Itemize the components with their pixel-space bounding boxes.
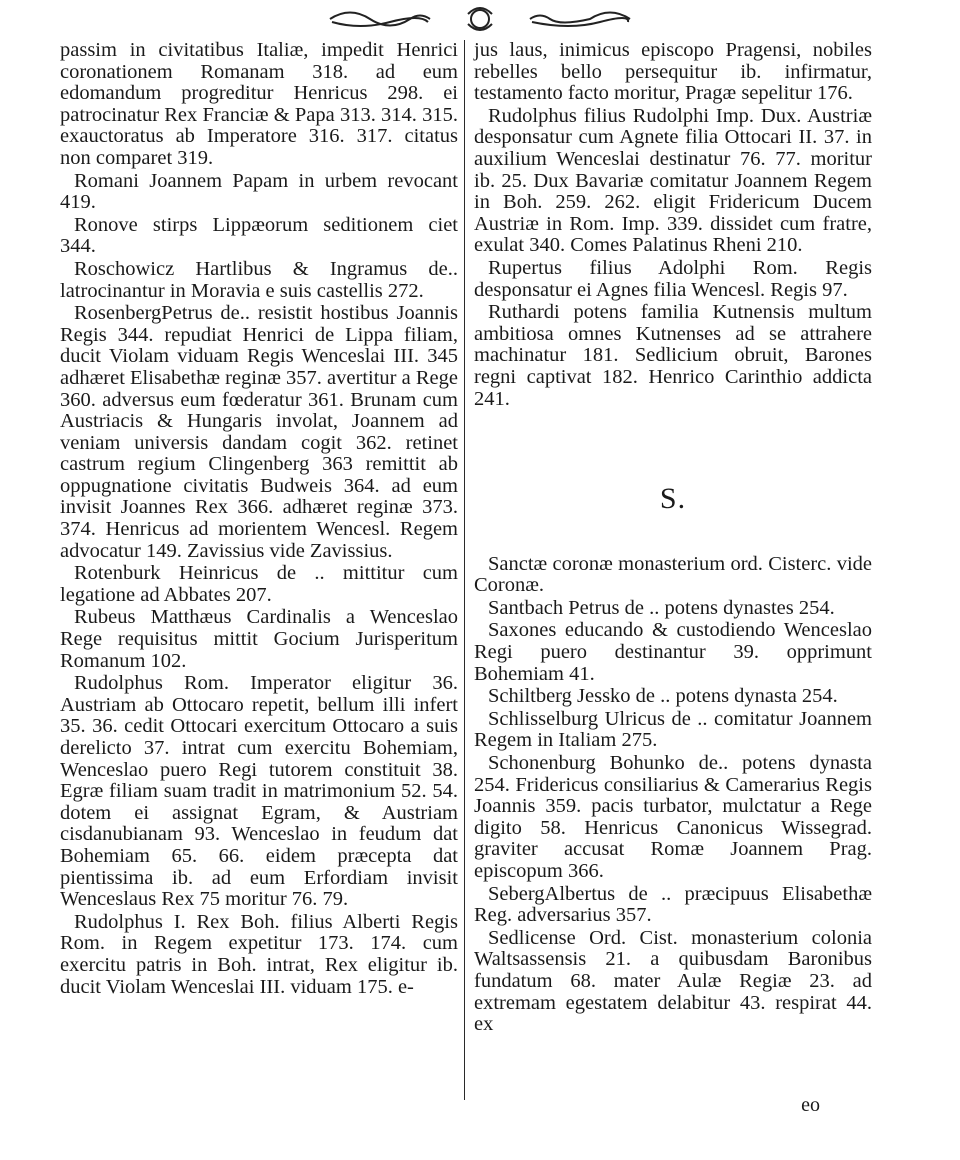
index-entry: Santbach Petrus de .. potens dynastes 254. [488,596,835,619]
index-entry: Sanctæ coronæ monasterium ord. Cisterc. vide Coronæ. [474,552,872,597]
index-entry: Romani Joannem Papam in urbem revocant 419. [60,169,458,214]
index-entry: Rotenburk Heinricus de .. mittitur cum legatione ad Abbates 207. [60,562,458,606]
right-column [474,40,872,1037]
index-entry: Rudolphus I. Rex Boh. filius Alberti Regis Rom. in Regem expetitur 173. 174. cum exercitu patris in Boh. intrat, Rex eligitur ib. ducit Violam Wenceslai III. viduam 175. e- [60,910,458,998]
index-entry: Rupertus filius Adolphi Rom. Regis desponsatur ei Agnes filia Wencesl. Regis 97. [474,256,872,301]
section-letter: S. [659,482,687,516]
index-entry: Schiltberg Jessko de .. potens dynasta 254. [488,685,838,708]
index-entry: Ronove stirps Lippæorum seditionem ciet 344. [60,213,458,258]
catchword: eo [801,1094,820,1116]
index-entry: Saxones educando & custodiendo Wenceslao Regi puero destinantur 39. opprimunt Bohemiam 41. [474,619,872,685]
index-entry: Rudolphus Rom. Imperator eligitur 36. Austriam ab Ottocaro repetit, bellum illi infert 35. 36. cedit Ottocari exercitum Ottocaro a suis derelicto 37. intrat cum exercitu Bohemiam, Wenceslao puero Regi tutorem constituit 38. Egræ filiam suam tradit in matrimonium 52. 54. dotem ei assignat Egram, & Austriam cisdanubianam 93. Wenceslao in feudum dat Bohemiam 65. 66. eidem præcepta dat pientissima ib. ad eum Erfordiam invisit Wenceslaus Rex 75 moritur 76. 79. [60,672,458,911]
header-ornament [320,4,640,34]
index-entry: Rubeus Matthæus Cardinalis a Wenceslao Rege requisitus mittit Gocium Jurisperitum Romanum 102. [60,606,458,672]
index-entry: Rudolphus filius Rudolphi Imp. Dux. Austriæ desponsatur cum Agnete filia Ottocari II. 37. in auxilium Wenceslai destinatur 76. 77. moritur ib. 25. Dux Bavariæ comitatur Joannem Regem in Boh. 259. 262. eligit Fridericum Ducem Austriæ in Rom. Imp. 339. dissidet cum fratre, exulat 340. Comes Palatinus Rheni 210. [474,104,872,257]
index-entry: SebergAlbertus de .. præcipuus Elisabethæ Reg. adversarius 357. [474,882,872,927]
column-divider [464,40,465,1100]
index-entry: Schlisselburg Ulricus de .. comitatur Joannem Regem in Italiam 275. [474,707,872,752]
index-entry: Schonenburg Bohunko de.. potens dynasta 254. Fridericus consiliarius & Camerarius Regis Joannis 359. pacis turbator, mulctatur a Rege digito 58. Henricus Canonicus Wissegrad. graviter accusat Romæ Joannem Prag. episcopum 366. [474,752,872,882]
index-entry: jus laus, inimicus episcopo Pragensi, nobiles rebelles bello persequitur ib. infirmatur, testamento facto moritur, Pragæ sepelitur 176. [474,39,872,105]
left-column [60,40,458,999]
index-entry: Ruthardi potens familia Kutnensis multum ambitiosa omnes Kutnenses ad se attrahere machinatur 181. Sedlicium obruit, Barones regni captivat 182. Henrico Carinthio addicta 241. [474,301,872,410]
index-entry: RosenbergPetrus de.. resistit hostibus Joannis Regis 344. repudiat Henrici de Lippa filiam, ducit Violam viduam Regis Wenceslai III. 345 adhæret Elisabethæ reginæ 357. avertitur a Rege 360. adversus eum fœderatur 361. Brunam cum Austriacis & Hungaris involat, Joannem ad veniam universis dandam cogit 362. retinet castrum regium Clingenberg 363 remittit ab oppugnatione civitatis Budweis 364. ad eum invisit Joannes Rex 366. adhæret reginæ 373. 374. Henricus ad morientem Wencesl. Regem advocatur 149. Zavissius vide Zavissius. [60,302,458,562]
index-entry: Roschowicz Hartlibus & Ingramus de.. latrocinantur in Moravia e suis castellis 272. [60,257,458,302]
index-entry: Sedlicense Ord. Cist. monasterium colonia Waltsassensis 21. a quibusdam Baronibus fundatum 68. mater Aulæ Regiæ 23. ad extremam egestatem delabitur 43. respirat 44. ex [474,926,872,1036]
index-entry: passim in civitatibus Italiæ, impedit Henrici coronationem Romanam 318. ad eum edomandum progreditur Henricus 298. ei patrocinatur Rex Franciæ & Papa 313. 314. 315. exauctoratus ab Imperatore 316. 317. citatus non comparet 319. [60,39,458,169]
